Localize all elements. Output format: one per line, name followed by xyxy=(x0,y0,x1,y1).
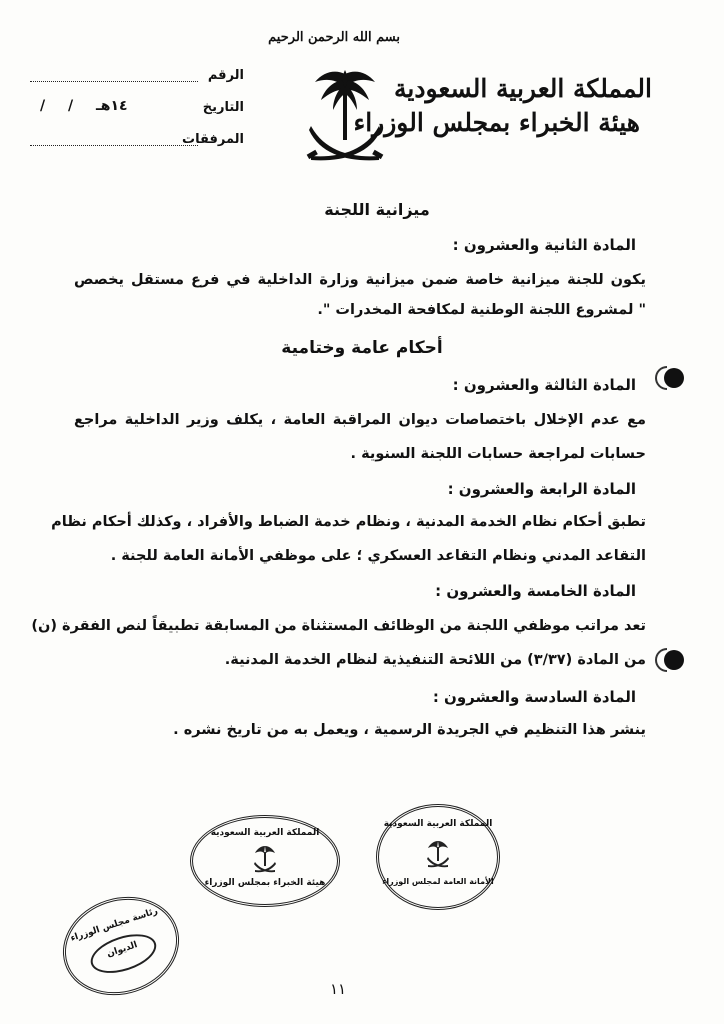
ref-number-field xyxy=(30,80,198,82)
article-23-line-2: حسابات لمراجعة حسابات اللجنة السنوية . xyxy=(350,446,646,462)
budget-section-title: ميزانية اللجنة xyxy=(324,200,430,219)
article-22-line-1: يكون للجنة ميزانية خاصة ضمن ميزانية وزارة الداخلية في فرع مستقل يخصص xyxy=(74,272,646,288)
stamp-emblem-icon xyxy=(253,844,277,874)
punch-hole-icon xyxy=(664,368,684,388)
article-25-heading: المادة الخامسة والعشرون : xyxy=(435,582,636,600)
ref-attachments-field xyxy=(30,144,198,146)
article-26-line-1: ينشر هذا التنظيم في الجريدة الرسمية ، ويعمل به من تاريخ نشره . xyxy=(173,722,646,738)
ref-date-label: التاريخ xyxy=(202,100,244,115)
stamp-emblem-icon xyxy=(426,839,450,869)
page-number: ١١ xyxy=(329,980,347,998)
general-section-title: أحكام عامة وختامية xyxy=(281,338,443,358)
ref-number-label: الرقم xyxy=(207,68,244,83)
stamp-text-line-2: الديوان xyxy=(105,940,139,960)
authority-title: هيئة الخبراء بمجلس الوزراء xyxy=(353,108,640,137)
article-22-line-2: " لمشروع اللجنة الوطنية لمكافحة المخدرات ". xyxy=(317,302,646,318)
kingdom-title: المملكة العربية السعودية xyxy=(393,74,652,103)
stamp-text-line-1: المملكة العربية السعودية xyxy=(210,828,320,838)
article-22-heading: المادة الثانية والعشرون : xyxy=(452,236,636,254)
article-25-line-1: تعد مراتب موظفي اللجنة من الوظائف المستثناة من المسابقة تطبيقاً لنص الفقرة (ن) xyxy=(31,618,646,634)
article-24-line-2: التقاعد المدني ونظام التقاعد العسكري ؛ على موظفي الأمانة العامة للجنة . xyxy=(110,548,646,564)
article-24-heading: المادة الرابعة والعشرون : xyxy=(447,480,636,498)
article-26-heading: المادة السادسة والعشرون : xyxy=(432,688,636,706)
stamp-text-line-1: المملكة العربية السعودية xyxy=(383,819,493,829)
cabinet-presidency-stamp xyxy=(50,882,192,1010)
basmala: بسم الله الرحمن الرحيم xyxy=(268,30,400,45)
council-secretariat-stamp xyxy=(376,804,500,910)
article-23-heading: المادة الثالثة والعشرون : xyxy=(452,376,636,394)
ref-attachments-label: المرفقات xyxy=(182,132,244,147)
stamp-text-line-2: هيئة الخبراء بمجلس الوزراء xyxy=(204,878,326,888)
article-24-line-1: تطبق أحكام نظام الخدمة المدنية ، ونظام خدمة الضباط والأفراد ، وكذلك أحكام نظام xyxy=(51,514,646,530)
stamp-text-line-1: رئاسة مجلس الوزراء xyxy=(69,906,160,944)
article-23-line-1: مع عدم الإخلال باختصاصات ديوان المراقبة العامة ، يكلف وزير الداخلية مراجع xyxy=(74,412,646,428)
ref-date-value: / / ١٤هـ xyxy=(40,98,128,114)
punch-hole-icon xyxy=(664,650,684,670)
experts-commission-stamp xyxy=(190,815,340,907)
article-25-line-2: من المادة (٣/٣٧) من اللائحة التنفيذية لنظام الخدمة المدنية. xyxy=(224,652,646,668)
stamp-text-line-2: الأمانة العامة لمجلس الوزراء xyxy=(382,877,494,886)
